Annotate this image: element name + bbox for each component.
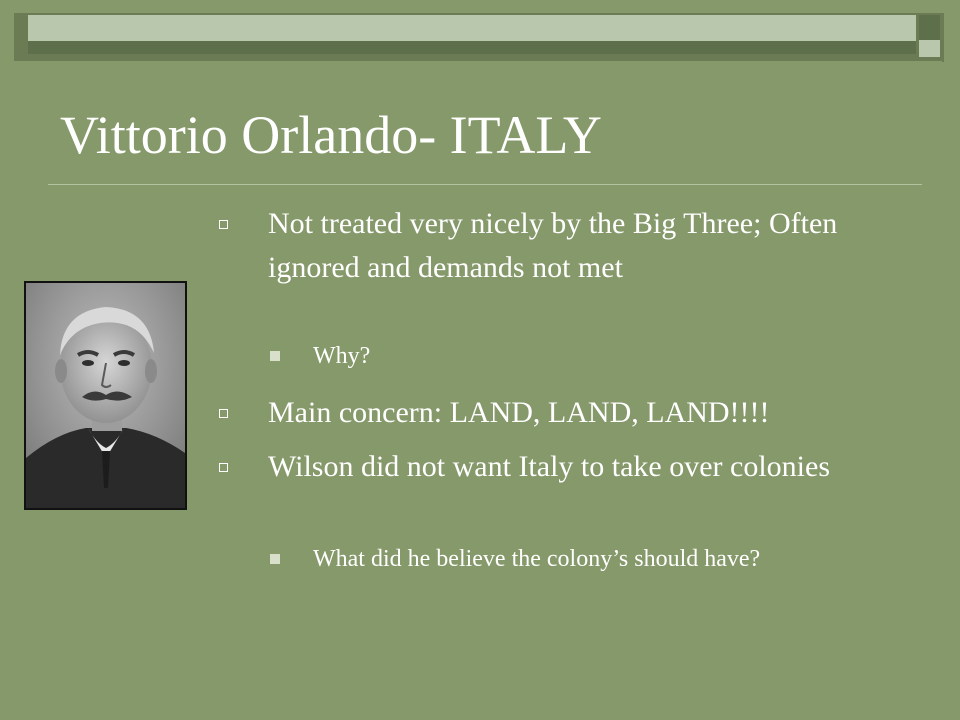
slide-title: Vittorio Orlando- ITALY [60, 105, 602, 165]
filled-square-bullet-icon [270, 554, 280, 564]
hollow-square-bullet-icon [219, 463, 228, 472]
bullet-item: Wilson did not want Italy to take over colonies [268, 450, 831, 483]
hollow-square-bullet-icon [219, 409, 228, 418]
bullet-item: Not treated very nicely by the Big Three; Often ignored and demands not met [268, 207, 838, 284]
bullet-item: Main concern: LAND, LAND, LAND!!!! [268, 396, 770, 429]
hollow-square-bullet-icon [219, 220, 228, 229]
sub-bullet-item: What did he believe the colony’s should have? [313, 546, 761, 572]
sub-bullet-item: Why? [313, 343, 371, 369]
filled-square-bullet-icon [270, 351, 280, 361]
